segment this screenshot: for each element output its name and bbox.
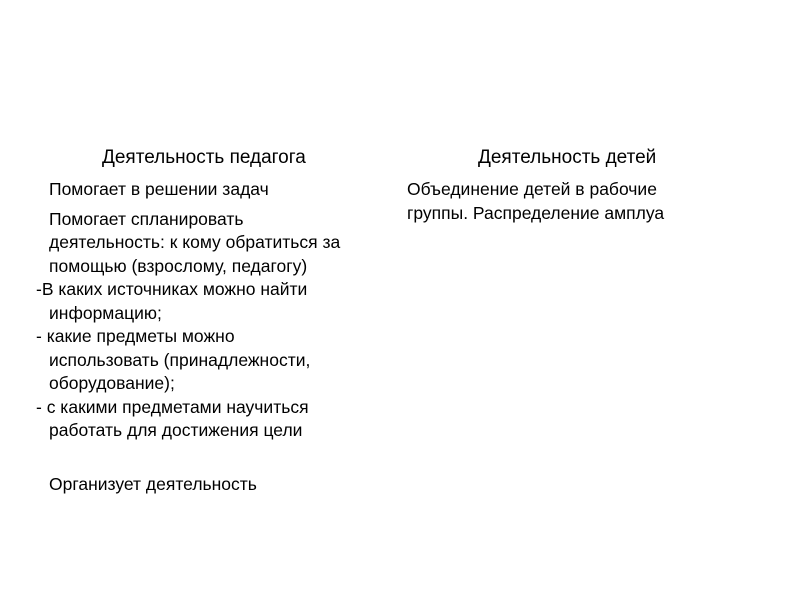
teacher-line: Помогает в решении задач bbox=[49, 179, 269, 199]
teacher-activity-title: Деятельность педагога bbox=[102, 147, 306, 168]
teacher-line: Помогает спланировать bbox=[49, 208, 244, 229]
teacher-line: информацию; bbox=[49, 302, 162, 323]
teacher-line: деятельность: к кому обратиться за bbox=[49, 232, 341, 252]
children-activity-list bbox=[407, 178, 787, 225]
children-line: группы. Распределение амплуа bbox=[407, 202, 665, 223]
children-activity-title: Деятельность детей bbox=[478, 147, 657, 168]
teacher-line: использовать (принадлежности, bbox=[49, 349, 311, 370]
teacher-line: работать для достижения цели bbox=[49, 420, 303, 440]
teacher-line: оборудование); bbox=[49, 373, 175, 393]
teacher-line: - какие предметы можно bbox=[36, 326, 235, 346]
teacher-activity-list bbox=[36, 178, 396, 496]
teacher-line: -В каких источниках можно найти bbox=[36, 279, 308, 299]
teacher-line: - с какими предметами научиться bbox=[36, 396, 309, 417]
teacher-line: помощью (взрослому, педагогу) bbox=[49, 255, 308, 276]
teacher-line: Организует деятельность bbox=[49, 473, 257, 494]
children-line: Объединение детей в рабочие bbox=[407, 179, 657, 199]
